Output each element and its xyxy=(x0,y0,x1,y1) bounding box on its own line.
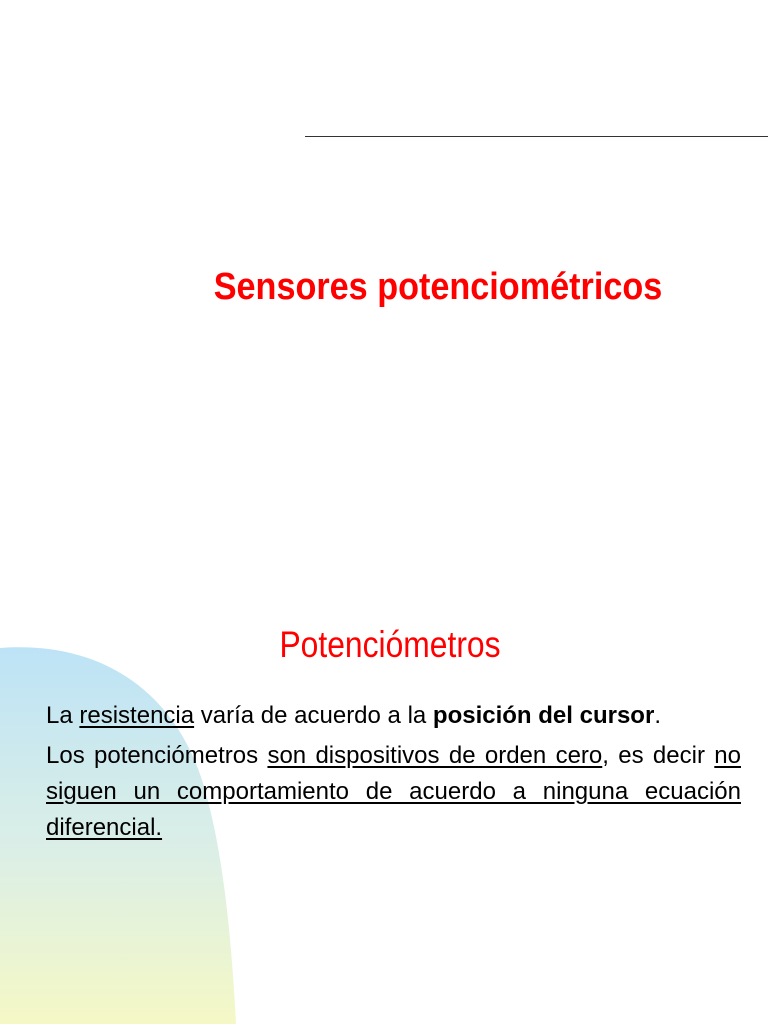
underlined-phrase-orden-cero: son dispositivos de orden cero xyxy=(267,742,603,769)
section-subtitle: Potenciómetros xyxy=(279,624,501,665)
slide-title: Sensores potenciométricos xyxy=(213,266,663,308)
paragraph-resistance xyxy=(46,698,741,734)
bold-term-posicion-cursor: posición del cursor xyxy=(432,702,655,729)
body-text xyxy=(46,698,741,850)
text-run: La xyxy=(46,702,80,729)
paragraph-zero-order xyxy=(46,738,741,846)
top-divider-line xyxy=(305,136,768,137)
text-run: . xyxy=(654,702,661,729)
text-run: varía de acuerdo a la xyxy=(194,702,433,729)
text-run: , es decir xyxy=(602,742,715,769)
text-run: Los potenciómetros xyxy=(46,742,268,769)
underlined-term-resistencia: resistencia xyxy=(79,702,195,729)
underlined-phrase-no-ecuacion: no siguen un comportamiento de acuerdo a ninguna ecuación diferencial. xyxy=(46,742,741,841)
